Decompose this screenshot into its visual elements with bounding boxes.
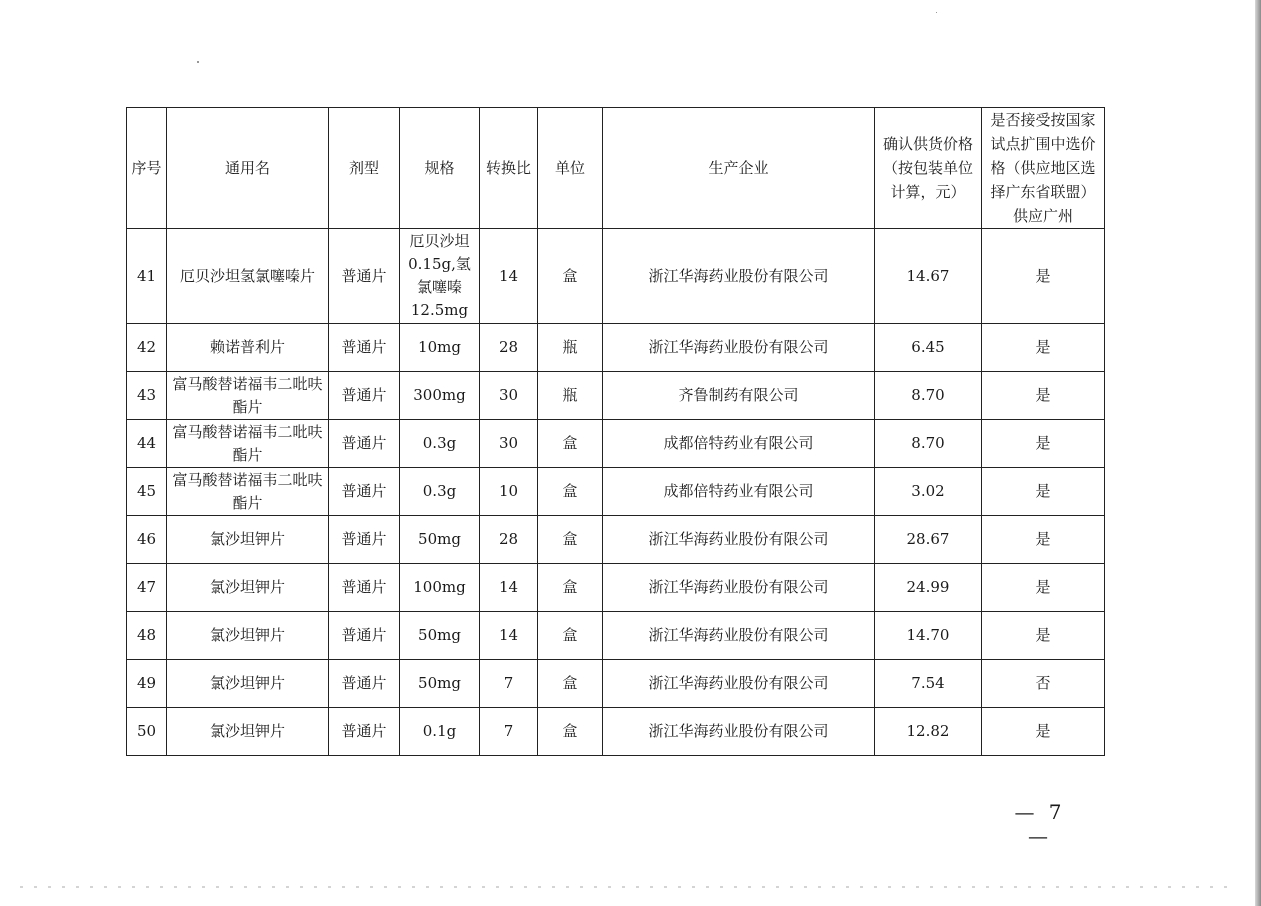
table-row	[127, 420, 1105, 468]
cell-spec: 0.3g	[400, 468, 480, 516]
cell-no: 41	[127, 229, 167, 324]
table-header-row	[127, 108, 1105, 229]
header-cell-price: 确认供货价格（按包装单位计算，元）	[875, 108, 982, 229]
cell-name: 氯沙坦钾片	[167, 564, 329, 612]
cell-spec: 10mg	[400, 324, 480, 372]
cell-form: 普通片	[329, 516, 400, 564]
header-cell-name: 通用名	[167, 108, 329, 229]
cell-unit: 盒	[538, 420, 603, 468]
cell-unit: 瓶	[538, 372, 603, 420]
table-row	[127, 229, 1105, 324]
scan-noise	[20, 886, 1230, 888]
cell-name: 氯沙坦钾片	[167, 708, 329, 756]
cell-name: 富马酸替诺福韦二吡呋酯片	[167, 468, 329, 516]
scan-speck	[197, 61, 199, 63]
cell-form: 普通片	[329, 612, 400, 660]
cell-form: 普通片	[329, 660, 400, 708]
cell-unit: 瓶	[538, 324, 603, 372]
cell-name: 氯沙坦钾片	[167, 612, 329, 660]
cell-company: 浙江华海药业股份有限公司	[603, 708, 875, 756]
cell-name: 氯沙坦钾片	[167, 516, 329, 564]
cell-unit: 盒	[538, 612, 603, 660]
cell-spec: 50mg	[400, 516, 480, 564]
cell-name: 氯沙坦钾片	[167, 660, 329, 708]
cell-spec: 0.3g	[400, 420, 480, 468]
table-row	[127, 516, 1105, 564]
cell-form: 普通片	[329, 708, 400, 756]
cell-no: 42	[127, 324, 167, 372]
cell-ratio: 14	[480, 229, 538, 324]
cell-form: 普通片	[329, 229, 400, 324]
cell-ratio: 7	[480, 660, 538, 708]
cell-no: 43	[127, 372, 167, 420]
header-cell-accept: 是否接受按国家试点扩围中选价格（供应地区选择广东省联盟）供应广州	[982, 108, 1105, 229]
cell-spec: 0.1g	[400, 708, 480, 756]
cell-company: 齐鲁制药有限公司	[603, 372, 875, 420]
cell-unit: 盒	[538, 708, 603, 756]
cell-no: 46	[127, 516, 167, 564]
cell-price: 6.45	[875, 324, 982, 372]
cell-company: 浙江华海药业股份有限公司	[603, 660, 875, 708]
cell-no: 45	[127, 468, 167, 516]
header-cell-company: 生产企业	[603, 108, 875, 229]
cell-company: 浙江华海药业股份有限公司	[603, 229, 875, 324]
cell-name: 富马酸替诺福韦二吡呋酯片	[167, 372, 329, 420]
cell-company: 浙江华海药业股份有限公司	[603, 564, 875, 612]
table-row	[127, 660, 1105, 708]
cell-spec: 厄贝沙坦0.15g,氢氯噻嗪12.5mg	[400, 229, 480, 324]
cell-company: 浙江华海药业股份有限公司	[603, 612, 875, 660]
cell-spec: 300mg	[400, 372, 480, 420]
cell-name: 赖诺普利片	[167, 324, 329, 372]
cell-form: 普通片	[329, 324, 400, 372]
cell-accept: 是	[982, 708, 1105, 756]
cell-name: 富马酸替诺福韦二吡呋酯片	[167, 420, 329, 468]
header-cell-unit: 单位	[538, 108, 603, 229]
table-row	[127, 372, 1105, 420]
page-edge-shadow	[1255, 0, 1261, 906]
cell-accept: 是	[982, 372, 1105, 420]
cell-unit: 盒	[538, 516, 603, 564]
cell-company: 浙江华海药业股份有限公司	[603, 324, 875, 372]
cell-company: 成都倍特药业有限公司	[603, 468, 875, 516]
cell-price: 7.54	[875, 660, 982, 708]
page-number: — 7 —	[1014, 800, 1066, 848]
cell-ratio: 28	[480, 516, 538, 564]
cell-accept: 是	[982, 564, 1105, 612]
cell-accept: 是	[982, 229, 1105, 324]
header-cell-spec: 规格	[400, 108, 480, 229]
cell-ratio: 14	[480, 564, 538, 612]
cell-name: 厄贝沙坦氢氯噻嗪片	[167, 229, 329, 324]
table-row	[127, 468, 1105, 516]
cell-unit: 盒	[538, 468, 603, 516]
cell-accept: 否	[982, 660, 1105, 708]
cell-no: 48	[127, 612, 167, 660]
cell-company: 浙江华海药业股份有限公司	[603, 516, 875, 564]
cell-unit: 盒	[538, 229, 603, 324]
cell-price: 3.02	[875, 468, 982, 516]
drug-price-table	[126, 107, 1105, 756]
cell-accept: 是	[982, 612, 1105, 660]
table-body	[127, 229, 1105, 756]
cell-price: 8.70	[875, 372, 982, 420]
cell-accept: 是	[982, 324, 1105, 372]
table-row	[127, 708, 1105, 756]
cell-spec: 50mg	[400, 612, 480, 660]
cell-unit: 盒	[538, 564, 603, 612]
table-row	[127, 564, 1105, 612]
cell-price: 8.70	[875, 420, 982, 468]
scan-speck	[936, 12, 937, 13]
cell-price: 12.82	[875, 708, 982, 756]
header-cell-form: 剂型	[329, 108, 400, 229]
cell-ratio: 10	[480, 468, 538, 516]
cell-ratio: 28	[480, 324, 538, 372]
cell-form: 普通片	[329, 468, 400, 516]
cell-form: 普通片	[329, 372, 400, 420]
cell-ratio: 7	[480, 708, 538, 756]
cell-price: 14.67	[875, 229, 982, 324]
table-row	[127, 324, 1105, 372]
cell-no: 47	[127, 564, 167, 612]
cell-ratio: 30	[480, 372, 538, 420]
cell-no: 49	[127, 660, 167, 708]
cell-price: 28.67	[875, 516, 982, 564]
cell-spec: 50mg	[400, 660, 480, 708]
cell-accept: 是	[982, 468, 1105, 516]
cell-no: 44	[127, 420, 167, 468]
header-cell-no: 序号	[127, 108, 167, 229]
cell-form: 普通片	[329, 420, 400, 468]
header-cell-ratio: 转换比	[480, 108, 538, 229]
cell-ratio: 30	[480, 420, 538, 468]
cell-company: 成都倍特药业有限公司	[603, 420, 875, 468]
cell-accept: 是	[982, 516, 1105, 564]
cell-no: 50	[127, 708, 167, 756]
cell-unit: 盒	[538, 660, 603, 708]
cell-price: 24.99	[875, 564, 982, 612]
cell-ratio: 14	[480, 612, 538, 660]
cell-spec: 100mg	[400, 564, 480, 612]
cell-accept: 是	[982, 420, 1105, 468]
cell-form: 普通片	[329, 564, 400, 612]
cell-price: 14.70	[875, 612, 982, 660]
table-row	[127, 612, 1105, 660]
